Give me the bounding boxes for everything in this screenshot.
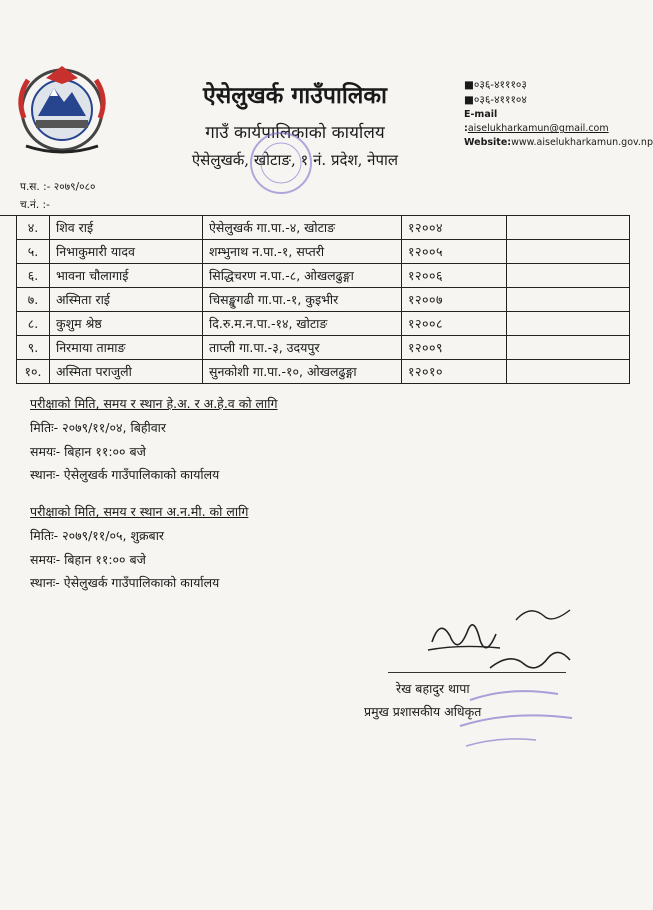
address-cell: ऐसेलुखर्क गा.पा.-४, खोटाङ	[203, 216, 402, 240]
website-label: Website:	[464, 136, 512, 148]
address-cell: सुनकोशी गा.पा.-१०, ओखलढुङ्गा	[203, 360, 402, 384]
signature-line	[388, 672, 566, 673]
name-cell: कुशुम श्रेष्ठ	[50, 312, 203, 336]
government-emblem-icon	[6, 58, 118, 158]
remark-cell	[507, 312, 630, 336]
section-heading: परीक्षाको मिति, समय र स्थान हे.अ. र अ.हे.व को लागि	[30, 396, 278, 411]
serial-cell: ६.	[17, 264, 50, 288]
phone-number: ■०३६-४१११०४	[464, 94, 527, 107]
name-cell: शिव राई	[50, 216, 203, 240]
email-label: E-mail :	[464, 109, 498, 135]
phone-number: ■०३६-४१११०३	[464, 79, 527, 91]
exam-schedule-section	[30, 500, 248, 595]
serial-cell: ८.	[17, 312, 50, 336]
section-heading: परीक्षाको मिति, समय र स्थान अ.न.मी. को लागि	[30, 504, 249, 519]
handwritten-signature-icon	[420, 600, 590, 680]
roll-cell: १२००८	[402, 312, 507, 336]
address-cell: सिद्धिचरण न.पा.-८, ओखलढुङ्गा	[203, 264, 402, 288]
serial-cell: ७.	[17, 288, 50, 312]
roll-cell: १२००४	[402, 216, 507, 240]
dispatch-number: च.नं. :-	[20, 199, 50, 211]
exam-place: स्थानः- ऐसेलुखर्क गाउँपालिकाको कार्यालय	[30, 575, 220, 591]
roll-cell: १२००६	[402, 264, 507, 288]
serial-cell: १०.	[17, 360, 50, 384]
address-cell: शम्भुनाथ न.पा.-१, सप्तरी	[203, 240, 402, 264]
roll-cell: १२००७	[402, 288, 507, 312]
exam-schedule-section	[30, 392, 278, 487]
contact-block	[464, 78, 653, 150]
name-cell: निभाकुमारी यादव	[50, 240, 203, 264]
exam-date: मितिः- २०७९/११/०५, शुक्रबार	[30, 527, 165, 543]
remark-cell	[507, 240, 630, 264]
roll-cell: १२००९	[402, 336, 507, 360]
name-cell: अस्मिता राई	[50, 288, 203, 312]
name-cell: भावना चौलागाई	[50, 264, 203, 288]
office-stamp-icon	[246, 128, 316, 198]
roll-cell: १२०१०	[402, 360, 507, 384]
office-title: ऐसेलुखर्क गाउँपालिका	[202, 82, 388, 109]
serial-cell: ४.	[17, 216, 50, 240]
reference-number: प.स. :- २०७९/०८०	[20, 181, 96, 193]
official-stamp-icon	[440, 680, 590, 760]
remark-cell	[507, 264, 630, 288]
address-cell: चिसङ्खुगढी गा.पा.-१, कुइभीर	[203, 288, 402, 312]
exam-time: समयः- बिहान ११:०० बजे	[30, 551, 146, 567]
email-link[interactable]: aiselukharkamun@gmail.com	[467, 123, 609, 135]
remark-cell	[507, 216, 630, 240]
table-row	[17, 216, 630, 240]
office-address: ऐसेलुखर्क, खोटाङ, १ नं. प्रदेश, नेपाल	[191, 151, 399, 169]
table-row	[17, 240, 630, 264]
serial-cell: ९.	[17, 336, 50, 360]
signatory-name: रेख बहादुर थापा	[396, 681, 470, 696]
table-row	[17, 264, 630, 288]
website-link[interactable]: www.aiselukharkamun.gov.np	[511, 136, 653, 148]
remark-cell	[507, 288, 630, 312]
address-cell: दि.रु.म.न.पा.-१४, खोटाङ	[203, 312, 402, 336]
roll-cell: १२००५	[402, 240, 507, 264]
remark-cell	[507, 336, 630, 360]
exam-date: मितिः- २०७९/११/०४, बिहीवार	[30, 419, 167, 435]
name-cell: निरमाया तामाङ	[50, 336, 203, 360]
signatory-designation: प्रमुख प्रशासकीय अधिकृत	[364, 704, 482, 719]
serial-cell: ५.	[17, 240, 50, 264]
table-row	[17, 288, 630, 312]
table-row	[17, 360, 630, 384]
office-subtitle: गाउँ कार्यपालिकाको कार्यालय	[205, 123, 385, 143]
table-row	[17, 336, 630, 360]
candidate-table	[16, 215, 630, 384]
address-cell: ताप्ली गा.पा.-३, उदयपुर	[203, 336, 402, 360]
exam-time: समयः- बिहान ११:०० बजे	[30, 443, 146, 459]
name-cell: अस्मिता पराजुली	[50, 360, 203, 384]
table-row	[17, 312, 630, 336]
remark-cell	[507, 360, 630, 384]
exam-place: स्थानः- ऐसेलुखर्क गाउँपालिकाको कार्यालय	[30, 467, 220, 483]
